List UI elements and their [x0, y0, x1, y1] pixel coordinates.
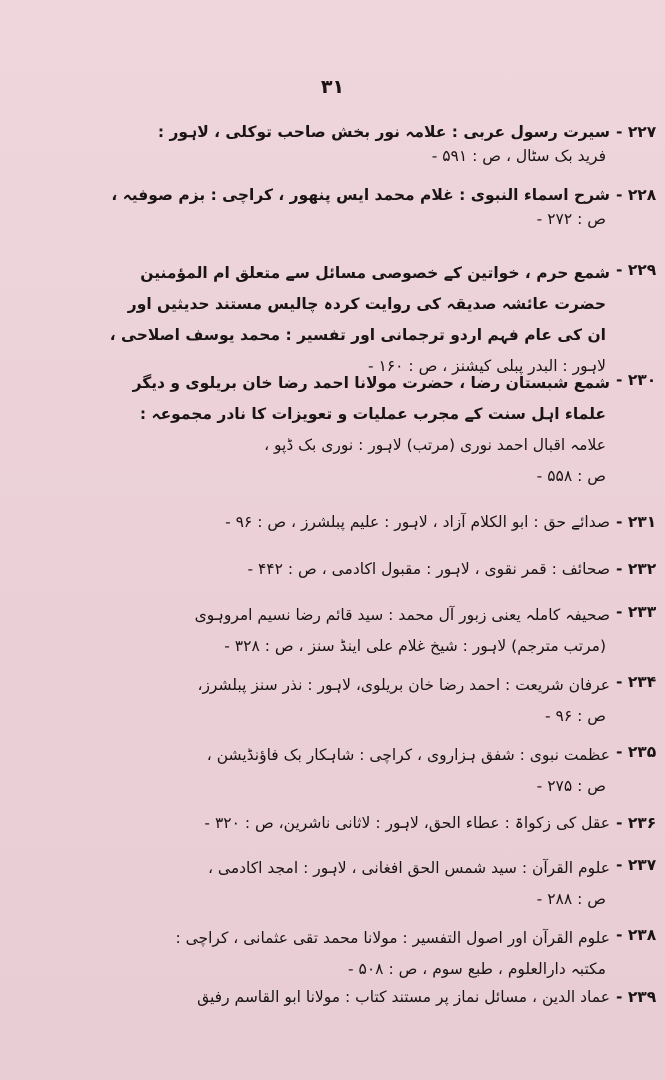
entry-line: علماء اہل سنت کے مجرب عملیات و تعویزات کا نادر مجموعہ : [139, 405, 606, 423]
entry-line: ص : ۵۵۸ - [536, 467, 606, 485]
entry-number: ۲۳۲ - [616, 560, 657, 578]
page-number: ٣١ [320, 76, 345, 98]
entry-line: عرفان شریعت : احمد رضا خان بریلوی، لاہور : نذر سنز پبلشرز، [197, 676, 610, 694]
entry-number: ۲۳۸ - [616, 926, 657, 944]
entry-line: ص : ۹۶ - [544, 707, 606, 725]
entry-line: عقل کی زکواۃ : عطاء الحق، لاہور : لاثانی ناشرین، ص : ۳۲۰ - [204, 814, 610, 832]
entry-number: ۲۳۹ - [616, 988, 657, 1006]
entry-line: حضرت عائشہ صدیقہ کی روایت کردہ چالیس مستند حدیثیں اور [127, 295, 606, 313]
entry-line: سیرت رسول عربی : علامہ نور بخش صاحب توکلی ، لاہور : [157, 123, 610, 141]
entry-line: صحیفہ کاملہ یعنی زبور آل محمد : سید قائم رضا نسیم امروہوی [194, 606, 610, 624]
bibliography-entry [78, 923, 657, 985]
entry-line: صحائف : قمر نقوی ، لاہور : مقبول اکادمی ، ص : ۴۴۲ - [247, 560, 610, 578]
entry-line: لاہور : البدر پبلی کیشنز ، ص : ۱۶۰ - [367, 357, 606, 375]
entry-number: ۲۳۷ - [616, 856, 657, 874]
entry-line: شمع حرم ، خواتین کے خصوصی مسائل سے متعلق ام المؤمنین [140, 264, 610, 282]
entry-line: (مرتب مترجم) لاہور : شیخ غلام علی اینڈ سنز ، ص : ۳۲۸ - [224, 637, 606, 655]
entry-number: ۲۲۷ - [616, 123, 657, 141]
entry-line: ان کی عام فہم اردو ترجمانی اور تفسیر : محمد یوسف اصلاحی ، [109, 326, 606, 344]
entry-number: ۲۳۰ - [616, 371, 657, 389]
entry-line: ص : ۲۷۵ - [536, 777, 606, 795]
entry-line: شرح اسماء النبوی : غلام محمد ایس پنھور ، کراچی : بزم صوفیہ ، [111, 186, 610, 204]
entry-number: ۲۳۶ - [616, 814, 657, 832]
entry-line: علامہ اقبال احمد نوری (مرتب) لاہور : نوری بک ڈپو ، [264, 436, 606, 454]
entry-line: علوم القرآن : سید شمس الحق افغانی ، لاہور : امجد اکادمی ، [208, 859, 610, 877]
bibliography-entry [78, 368, 657, 491]
bibliography-entry [78, 670, 657, 732]
entry-number: ۲۳۴ - [616, 673, 657, 691]
entry-number: ۲۲۹ - [616, 261, 657, 279]
entry-number: ۲۳۳ - [616, 603, 657, 621]
bibliography-entry [78, 600, 657, 662]
bibliography-entry [78, 120, 657, 168]
entry-number: ۲۲۸ - [616, 186, 657, 204]
entry-line: شمع شبستان رضا ، حضرت مولانا احمد رضا خان بریلوی و دیگر [132, 374, 610, 392]
entry-line: ص : ۲۷۲ - [536, 210, 606, 228]
bibliography-entry [78, 557, 657, 581]
entry-line: ص : ۲۸۸ - [536, 890, 606, 908]
bibliography-entry [78, 853, 657, 915]
bibliography-entry [78, 183, 657, 231]
entry-line: عماد الدین ، مسائل نماز پر مستند کتاب : مولانا ابو القاسم رفیق [197, 988, 610, 1006]
entry-line: فرید بک سٹال ، ص : ۵۹۱ - [431, 147, 606, 165]
bibliography-entry [78, 985, 657, 1009]
entry-number: ۲۳۵ - [616, 743, 657, 761]
entry-line: مکتبہ دارالعلوم ، طبع سوم ، ص : ۵۰۸ - [348, 960, 606, 978]
bibliography-entry [78, 740, 657, 802]
entry-number: ۲۳۱ - [616, 513, 657, 531]
entry-line: عظمت نبوی : شفق ہزاروی ، کراچی : شاہکار بک فاؤنڈیشن ، [206, 746, 610, 764]
bibliography-entry [78, 510, 657, 534]
entry-line: صدائے حق : ابو الکلام آزاد ، لاہور : علیم پبلشرز ، ص : ۹۶ - [225, 513, 610, 531]
entry-line: علوم القرآن اور اصول التفسیر : مولانا محمد تقی عثمانی ، کراچی : [175, 929, 610, 947]
bibliography-entry [78, 811, 657, 835]
